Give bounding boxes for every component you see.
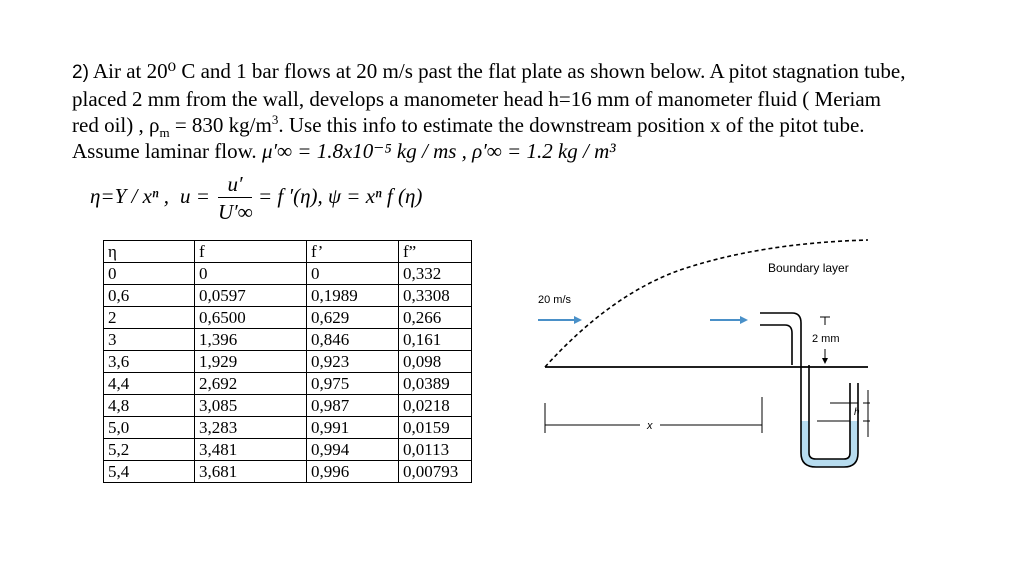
property-values: μ′∞ = 1.8x10⁻⁵ kg / ms , ρ′∞ = 1.2 kg / m³: [261, 139, 616, 163]
eta-definition: η=Y / xⁿ ,: [90, 184, 170, 208]
problem-line-3: red oil) , $\rho_m = 830$ $kg/m^3$. Use this info to estimate the downstream position x of the pitot tube.: [72, 112, 865, 141]
problem-line-4: Assume laminar flow. μ′∞ = 1.8x10⁻⁵ kg / ms , ρ′∞ = 1.2 kg / m³: [72, 139, 616, 163]
table-row: 5,2 3,481 0,994 0,0113: [104, 439, 472, 461]
table-row: 5,0 3,283 0,991 0,0159: [104, 417, 472, 439]
x-label: x: [647, 420, 653, 432]
x-dimension: [545, 397, 762, 433]
problem-line-1: 2) Air at 20⁰ C and 1 bar flows at 20 m/s past the flat plate as shown below. A pitot stagnation tube,: [72, 59, 906, 83]
gap-label: 2 mm: [812, 333, 840, 345]
velocity-ratio-fraction: [218, 172, 252, 230]
fraction-denominator: U′∞: [218, 200, 253, 224]
header-f-prime: f’: [307, 241, 399, 263]
boundary-layer-curve: [545, 240, 868, 367]
velocity-arrow-icon: [710, 316, 748, 324]
fraction-numerator: u′: [227, 172, 243, 196]
table-row: 0,6 0,0597 0,1989 0,3308: [104, 285, 472, 307]
h-label: h: [854, 407, 860, 418]
table-row: 5,4 3,681 0,996 0,00793: [104, 461, 472, 483]
problem-number: 2): [72, 62, 89, 83]
pitot-tube-diagram: [530, 225, 870, 485]
table-row: 4,8 3,085 0,987 0,0218: [104, 395, 472, 417]
pitot-tube: [760, 313, 858, 467]
equation-rhs: = f ′(η), ψ = xⁿ f (η): [258, 184, 423, 208]
header-f: f: [195, 241, 307, 263]
problem-line-2: placed 2 mm from the wall, develops a manometer head h=16 mm of manometer fluid ( Meriam: [72, 87, 882, 111]
u-equals: u =: [180, 184, 210, 208]
table-row: 0 0 0 0,332: [104, 263, 472, 285]
velocity-arrow-icon: [538, 316, 582, 324]
table-row: 3,6 1,929 0,923 0,098: [104, 351, 472, 373]
table-row: 4,4 2,692 0,975 0,0389: [104, 373, 472, 395]
velocity-label: 20 m/s: [538, 294, 572, 306]
header-eta: η: [104, 241, 195, 263]
table-row: 3 1,396 0,846 0,161: [104, 329, 472, 351]
blasius-table: [103, 240, 472, 483]
problem-statement: [72, 58, 1017, 164]
boundary-layer-label: Boundary layer: [768, 261, 849, 275]
table-row: 2 0,6500 0,629 0,266: [104, 307, 472, 329]
table-header-row: [104, 241, 472, 263]
header-f-double-prime: f”: [399, 241, 472, 263]
head-dimension: [817, 390, 870, 437]
